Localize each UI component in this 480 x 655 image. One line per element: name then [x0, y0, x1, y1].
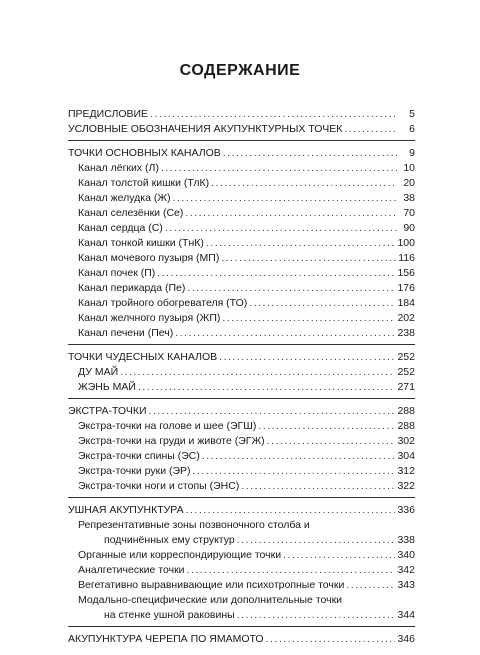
dot-leader — [202, 449, 396, 464]
toc-entry-label: АКУПУНКТУРА ЧЕРЕПА ПО ЯМАМОТО — [68, 633, 264, 645]
toc-page-number: 9 — [409, 147, 415, 159]
toc-heading-entry[interactable] — [68, 503, 415, 518]
toc-heading-entry[interactable] — [68, 350, 415, 365]
toc-entry[interactable] — [68, 434, 415, 449]
toc-entry-label: ТОЧКИ ОСНОВНЫХ КАНАЛОВ — [68, 147, 221, 159]
toc-heading-entry[interactable] — [68, 122, 415, 137]
dot-leader — [346, 578, 395, 593]
toc-entry-label: Канал печени (Печ) — [78, 327, 174, 339]
dot-leader — [165, 221, 397, 236]
toc-entry-label: Органные или корреспондирующие точки — [78, 549, 282, 561]
toc-section — [68, 632, 415, 650]
dot-leader — [187, 563, 396, 578]
toc-page-number: 202 — [397, 312, 415, 324]
toc-entry-label: Канал сердца (С) — [78, 222, 163, 234]
toc-heading-entry[interactable] — [68, 107, 415, 122]
dot-leader — [249, 296, 395, 311]
toc-page-number: 238 — [397, 327, 415, 339]
toc-page-number: 302 — [397, 435, 415, 447]
toc-entry[interactable] — [68, 548, 415, 563]
toc-entry[interactable] — [68, 365, 415, 380]
dot-leader — [237, 608, 396, 623]
toc-page-number: 340 — [397, 549, 415, 561]
toc-entry[interactable] — [68, 296, 415, 311]
toc-entry[interactable] — [68, 419, 415, 434]
dot-leader — [185, 206, 397, 221]
toc-entry-label: ТОЧКИ ЧУДЕСНЫХ КАНАЛОВ — [68, 351, 218, 363]
toc-entry[interactable] — [68, 236, 415, 251]
toc-entry-label: Экстра-точки на голове и шее (ЭГШ) — [78, 420, 257, 432]
dot-leader — [237, 533, 396, 548]
toc-entry[interactable] — [68, 563, 415, 578]
toc-section — [68, 404, 415, 498]
toc-page-number: 100 — [397, 237, 415, 249]
toc-entry[interactable] — [68, 311, 415, 326]
toc-entry-label: УШНАЯ АКУПУНКТУРА — [68, 504, 184, 516]
dot-leader — [120, 365, 395, 380]
toc-entry[interactable] — [68, 266, 415, 281]
toc-entry-label: УСЛОВНЫЕ ОБОЗНАЧЕНИЯ АКУПУНКТУРНЫХ ТОЧЕК — [68, 123, 343, 135]
toc-entry[interactable] — [68, 479, 415, 494]
toc-entry[interactable] — [68, 281, 415, 296]
toc-entry[interactable] — [68, 176, 415, 191]
toc-entry-label: Канал мочевого пузыря (МП) — [78, 252, 220, 264]
toc-heading-entry[interactable] — [68, 146, 415, 161]
toc-heading-entry[interactable] — [68, 632, 415, 647]
toc-entry-label: ПРЕДИСЛОВИЕ — [68, 108, 149, 120]
toc-entry[interactable] — [68, 380, 415, 395]
toc-entry[interactable] — [68, 593, 415, 623]
toc-page-number: 5 — [409, 108, 415, 120]
toc-entry-label: на стенке ушной раковины — [104, 609, 235, 621]
toc-entry-label: Вегетативно выравнивающие или психотропные точки — [78, 579, 345, 591]
dot-leader — [258, 419, 395, 434]
toc-section — [68, 350, 415, 399]
toc-entry[interactable] — [68, 449, 415, 464]
dot-leader — [206, 236, 396, 251]
toc-entry[interactable] — [68, 326, 415, 341]
toc-entry-label: подчинённых ему структур — [104, 534, 235, 546]
dot-leader — [186, 503, 396, 518]
dot-leader — [283, 548, 395, 563]
dot-leader — [211, 176, 397, 191]
toc-entry[interactable] — [68, 161, 415, 176]
toc-entry-label: Канал тройного обогревателя (ТО) — [78, 297, 248, 309]
dot-leader — [149, 404, 396, 419]
dot-leader — [223, 146, 397, 161]
toc-entry[interactable] — [68, 206, 415, 221]
toc-page-number: 10 — [403, 162, 415, 174]
toc-page-number: 70 — [403, 207, 415, 219]
toc-entry-label: Канал лёгких (Л) — [78, 162, 159, 174]
toc-entry-label: Канал желудка (Ж) — [78, 192, 171, 204]
dot-leader — [175, 326, 395, 341]
toc-page-number: 6 — [409, 123, 415, 135]
toc-section — [68, 146, 415, 345]
toc-entry-label: Канал толстой кишки (ТлК) — [78, 177, 210, 189]
toc-entry-label: Канал селезёнки (Се) — [78, 207, 184, 219]
toc-entry-label: Канал тонкой кишки (ТнК) — [78, 237, 204, 249]
toc-page-number: 338 — [397, 534, 415, 546]
toc-entry-label: Канал перикарда (Пе) — [78, 282, 186, 294]
toc-entry[interactable] — [68, 221, 415, 236]
toc-entry-label: Канал почек (П) — [78, 267, 156, 279]
toc-entry-label: ДУ МАЙ — [78, 366, 119, 378]
dot-leader — [173, 191, 397, 206]
toc-heading-entry[interactable] — [68, 404, 415, 419]
toc-page-number: 344 — [397, 609, 415, 621]
dot-leader — [221, 251, 396, 266]
dot-leader — [138, 380, 396, 395]
toc-page-number: 184 — [397, 297, 415, 309]
toc-page-number: 252 — [397, 366, 415, 378]
toc-entry-label: Экстра-точки спины (ЭС) — [78, 450, 200, 462]
dot-leader — [219, 350, 395, 365]
dot-leader — [266, 632, 396, 647]
toc-entry-label: Канал желчного пузыря (ЖП) — [78, 312, 221, 324]
toc-page-number: 90 — [403, 222, 415, 234]
dot-leader — [150, 107, 397, 122]
toc-entry[interactable] — [68, 518, 415, 548]
toc-page-number: 288 — [397, 420, 415, 432]
toc-page-number: 322 — [397, 480, 415, 492]
dot-leader — [267, 434, 396, 449]
toc-entry-label-line1: Модально-специфические или дополнительные точки — [78, 594, 343, 606]
page-title: СОДЕРЖАНИЕ — [179, 62, 301, 79]
toc-entry[interactable] — [68, 464, 415, 479]
toc-page-number: 346 — [397, 633, 415, 645]
dot-leader — [193, 464, 396, 479]
dot-leader — [157, 266, 395, 281]
toc-entry-label: Экстра-точки на груди и животе (ЭГЖ) — [78, 435, 265, 447]
toc-page-number: 252 — [397, 351, 415, 363]
toc-entry-label-line1: Репрезентативные зоны позвоночного столба и — [78, 519, 310, 531]
dot-leader — [241, 479, 395, 494]
dot-leader — [222, 311, 395, 326]
toc-page-number: 156 — [397, 267, 415, 279]
toc-entry[interactable] — [68, 578, 415, 593]
toc-section — [68, 503, 415, 627]
toc-entry-label: Экстра-точки руки (ЭР) — [78, 465, 191, 477]
table-of-contents — [68, 107, 415, 655]
toc-page-number: 304 — [397, 450, 415, 462]
toc-page-number: 342 — [397, 564, 415, 576]
toc-page-number: 176 — [397, 282, 415, 294]
toc-entry[interactable] — [68, 191, 415, 206]
dot-leader — [161, 161, 397, 176]
toc-entry-label: Аналгетические точки — [78, 564, 185, 576]
dot-leader — [344, 122, 397, 137]
toc-entry-label: Экстра-точки ноги и стопы (ЭНС) — [78, 480, 240, 492]
toc-entry-label: ЭКСТРА-ТОЧКИ — [68, 405, 147, 417]
toc-page-number: 336 — [397, 504, 415, 516]
toc-entry-label: ЖЭНЬ МАЙ — [78, 381, 136, 393]
toc-page-number: 312 — [397, 465, 415, 477]
toc-page-number: 38 — [403, 192, 415, 204]
dot-leader — [187, 281, 395, 296]
toc-page-number: 288 — [397, 405, 415, 417]
toc-page-number: 116 — [398, 252, 415, 264]
toc-page-number: 20 — [403, 177, 415, 189]
toc-page-number: 271 — [397, 381, 415, 393]
toc-section — [68, 107, 415, 141]
toc-entry[interactable] — [68, 251, 415, 266]
toc-page-number: 343 — [397, 579, 415, 591]
